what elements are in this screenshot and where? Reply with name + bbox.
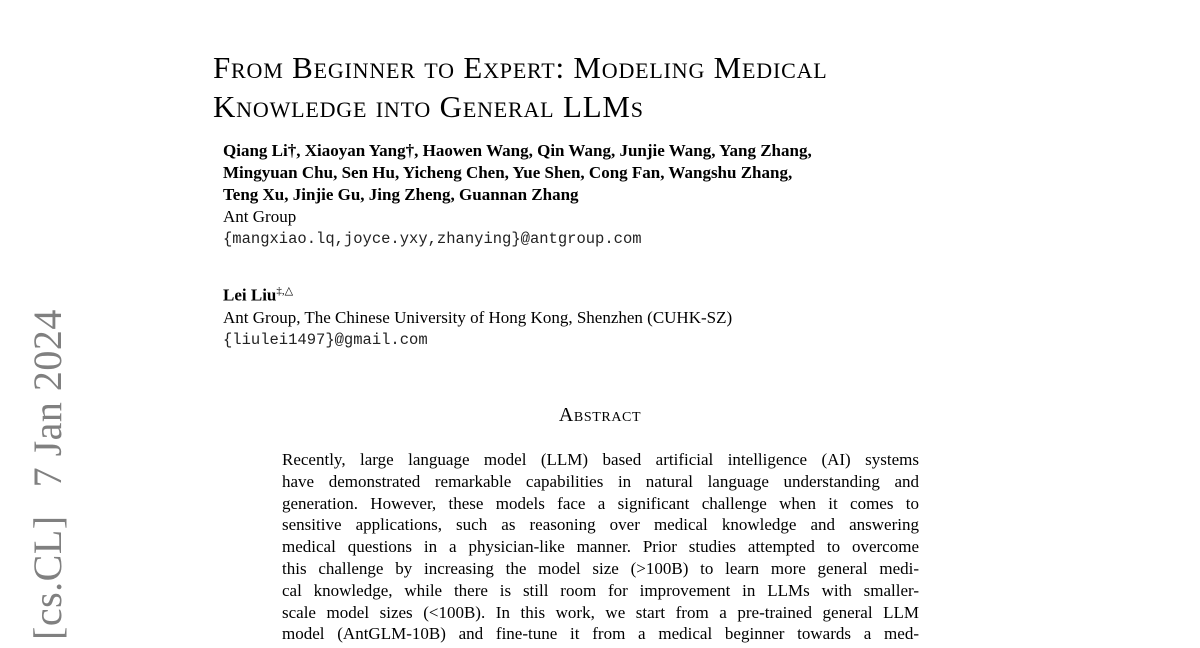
second-author-name: Lei Liu‡,△ xyxy=(223,285,294,305)
author-email: {mangxiao.lq,joyce.yxy,zhanying}@antgroup.com xyxy=(223,230,642,248)
abstract-line: scale model sizes (<100B). In this work, we start from a pre-trained general LLM xyxy=(282,602,919,622)
arxiv-category: [cs.CL] xyxy=(25,515,70,640)
paper-title-line-2: Knowledge into General LLMs xyxy=(213,89,644,124)
second-author-affiliation: Ant Group, The Chinese University of Hong Kong, Shenzhen (CUHK-SZ) xyxy=(223,307,733,327)
abstract-line: sensitive applications, such as reasoning over medical knowledge and answering xyxy=(282,515,919,535)
paper-title xyxy=(213,48,1033,126)
author-marks: ‡,△ xyxy=(276,285,294,297)
author-line-1: Qiang Li†, Xiaoyan Yang†, Haowen Wang, Qin Wang, Junjie Wang, Yang Zhang, xyxy=(223,141,812,160)
abstract-line: have demonstrated remarkable capabilities in natural language understanding and xyxy=(282,471,919,491)
abstract-line: this challenge by increasing the model size (>100B) to learn more general medi- xyxy=(282,558,919,578)
author-group-2 xyxy=(223,280,983,351)
paper-title-line-1: From Beginner to Expert: Modeling Medical xyxy=(213,50,828,85)
author-list xyxy=(223,140,983,206)
arxiv-stamp xyxy=(25,309,70,640)
arxiv-date: 7 Jan 2024 xyxy=(25,309,70,488)
author-line-2: Mingyuan Chu, Sen Hu, Yicheng Chen, Yue Shen, Cong Fan, Wangshu Zhang, xyxy=(223,163,793,182)
author-line-3: Teng Xu, Jinjie Gu, Jing Zheng, Guannan Zhang xyxy=(223,185,579,204)
second-author-email: {liulei1497}@gmail.com xyxy=(223,330,428,349)
abstract-line: cal knowledge, while there is still room for improvement in LLMs with smaller- xyxy=(282,580,919,600)
abstract-line: Recently, large language model (LLM) based artificial intelligence (AI) systems xyxy=(282,450,919,469)
abstract-line: medical questions in a physician-like manner. Prior studies attempted to overcome xyxy=(282,537,919,557)
abstract-line: model (AntGLM-10B) and fine-tune it from a medical beginner towards a med- xyxy=(282,624,919,644)
abstract-body xyxy=(282,449,919,645)
abstract-heading: Abstract xyxy=(558,404,642,426)
abstract-line: generation. However, these models face a significant challenge when it comes to xyxy=(282,493,919,513)
affiliation: Ant Group xyxy=(223,207,297,226)
author-group-1 xyxy=(223,140,983,250)
